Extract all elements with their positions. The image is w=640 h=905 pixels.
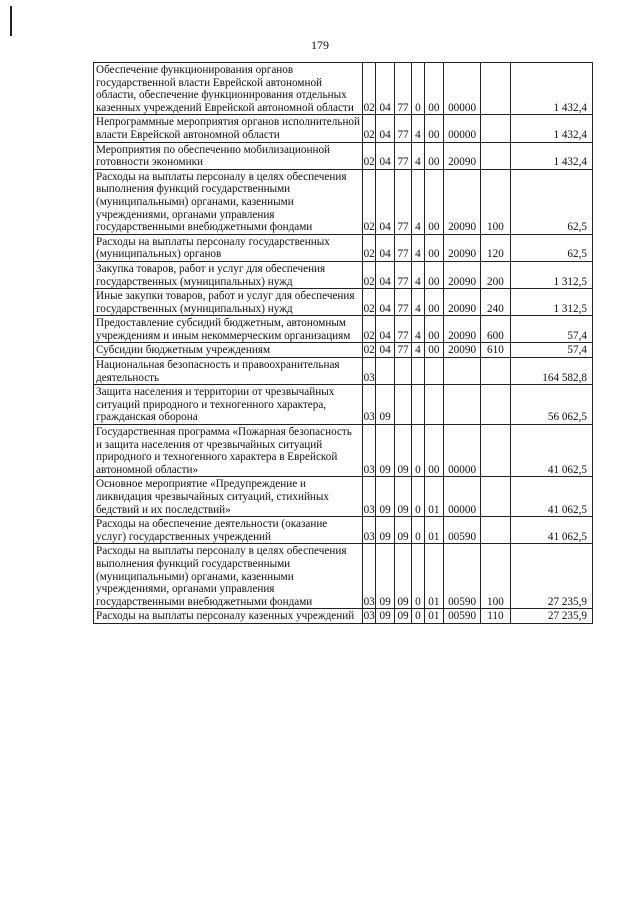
program-code: 09: [394, 544, 411, 609]
program-code: 77: [394, 316, 411, 343]
amount: 62,5: [510, 234, 592, 261]
expense-type-code: [481, 385, 511, 425]
subprogram-code: 4: [412, 343, 424, 358]
program-code: 77: [394, 63, 411, 115]
direction-code: 00000: [444, 63, 481, 115]
program-code: 77: [394, 169, 411, 234]
event-code: 00: [424, 425, 444, 477]
row-name: Предоставление субсидий бюджетным, автономным учреждениям и иным некоммерческим организациям: [94, 316, 363, 343]
amount: 56 062,5: [510, 385, 592, 425]
section-code: 03: [363, 610, 375, 623]
direction-code: 20090: [444, 289, 481, 316]
table-row: [94, 544, 593, 609]
subsection-code: 09: [376, 425, 394, 477]
program-code: 77: [394, 261, 411, 288]
direction-code: 00000: [444, 477, 481, 517]
program-code: 77: [394, 343, 411, 358]
subprogram-code: 0: [412, 544, 424, 609]
program-code: 77: [394, 234, 411, 261]
program-code: 09: [394, 425, 411, 477]
row-name: Расходы на выплаты персоналу в целях обеспечения выполнения функций государственными (муниципальными) органами, казенными учреждениями, органами управления государственными внебюджетными фондами: [94, 544, 363, 609]
direction-code: 00590: [444, 544, 481, 609]
subsection-code: 04: [376, 316, 394, 343]
program-code: 09: [394, 517, 411, 544]
subsection-code: 09: [376, 385, 394, 425]
direction-code: 00000: [444, 115, 481, 142]
direction-code: 20090: [444, 343, 481, 358]
direction-code: [444, 358, 481, 385]
section-code: 02: [363, 344, 375, 357]
event-code: 01: [424, 477, 444, 517]
expense-type-code: [481, 425, 511, 477]
direction-code: [444, 385, 481, 425]
table-row: [94, 142, 593, 169]
subsection-code: 09: [376, 517, 394, 544]
event-code: [424, 385, 444, 425]
program-code: 77: [394, 289, 411, 316]
subsection-code: 04: [376, 115, 394, 142]
subsection-code: 04: [376, 289, 394, 316]
amount: 1 432,4: [510, 115, 592, 142]
event-code: 00: [424, 316, 444, 343]
subprogram-code: 4: [412, 234, 424, 261]
table-row: [94, 517, 593, 544]
subsection-code: 04: [376, 142, 394, 169]
expense-type-code: 240: [481, 289, 511, 316]
row-name: Расходы на выплаты персоналу казенных учреждений: [94, 609, 363, 624]
direction-code: 20090: [444, 316, 481, 343]
table-row: [94, 63, 593, 115]
section-code: 02: [363, 142, 376, 169]
row-name: Иные закупки товаров, работ и услуг для обеспечения государственных (муниципальных) нужд: [94, 289, 363, 316]
expense-type-code: 600: [481, 316, 511, 343]
section-code: 03: [363, 358, 376, 385]
section-code: 03: [363, 425, 376, 477]
program-code: 09: [394, 477, 411, 517]
row-name: Защита населения и территории от чрезвычайных ситуаций природного и техногенного характера, гражданская оборона: [94, 385, 363, 425]
subprogram-code: 4: [412, 289, 424, 316]
event-code: 00: [424, 261, 444, 288]
program-code: 09: [394, 609, 411, 624]
program-code: 77: [394, 142, 411, 169]
direction-code: 20090: [444, 142, 481, 169]
expense-type-code: [481, 477, 511, 517]
amount: 1 312,5: [510, 289, 592, 316]
table-row: [94, 609, 593, 624]
event-code: 00: [424, 63, 444, 115]
subprogram-code: 0: [412, 477, 424, 517]
subsection-code: [376, 358, 394, 385]
event-code: 00: [424, 169, 444, 234]
section-code: 02: [363, 261, 376, 288]
expense-type-code: [481, 63, 511, 115]
table-body: [94, 63, 593, 624]
direction-code: 00590: [444, 517, 481, 544]
row-name: Расходы на выплаты персоналу в целях обеспечения выполнения функций государственными (муниципальными) органами, казенными учреждениями, органами управления государственными внебюджетными фондами: [94, 169, 363, 234]
expense-type-code: 100: [481, 169, 511, 234]
amount: 62,5: [510, 169, 592, 234]
amount: 27 235,9: [510, 544, 592, 609]
table-row: [94, 234, 593, 261]
row-name: Национальная безопасность и правоохранительная деятельность: [94, 358, 363, 385]
event-code: 00: [424, 289, 444, 316]
row-name: Государственная программа «Пожарная безопасность и защита населения от чрезвычайных ситуаций природного и техногенного характера в Еврейской автономной области»: [94, 425, 363, 477]
row-name: Обеспечение функционирования органов государственной власти Еврейской автономной области, обеспечение функционирования отдельных казенных учреждений Еврейской автономной области: [94, 63, 363, 115]
event-code: 00: [424, 234, 444, 261]
row-name: Расходы на выплаты персоналу государственных (муниципальных) органов: [94, 234, 363, 261]
event-code: 00: [424, 115, 444, 142]
expense-type-code: [481, 358, 511, 385]
subsection-code: 04: [376, 261, 394, 288]
amount: 57,4: [510, 316, 592, 343]
amount: 41 062,5: [510, 425, 592, 477]
amount: 1 432,4: [510, 63, 592, 115]
section-code: 02: [363, 63, 376, 115]
expense-type-code: [481, 517, 511, 544]
subprogram-code: 4: [412, 169, 424, 234]
subprogram-code: [412, 385, 424, 425]
subsection-code: 09: [376, 477, 394, 517]
section-code: 02: [363, 316, 376, 343]
table-row: [94, 358, 593, 385]
page-number: 179: [311, 38, 329, 52]
direction-code: 20090: [444, 169, 481, 234]
section-code: 03: [363, 517, 376, 544]
amount: 57,4: [510, 343, 592, 358]
expense-type-code: [481, 142, 511, 169]
subprogram-code: 0: [412, 63, 424, 115]
amount: 27 235,9: [510, 609, 592, 624]
table-row: [94, 115, 593, 142]
subprogram-code: 0: [412, 609, 424, 624]
table-row: [94, 316, 593, 343]
direction-code: 00000: [444, 425, 481, 477]
subsection-code: 04: [376, 234, 394, 261]
amount: 1 432,4: [510, 142, 592, 169]
expense-type-code: 200: [481, 261, 511, 288]
section-code: 03: [363, 385, 376, 425]
subprogram-code: 4: [412, 316, 424, 343]
amount: 164 582,8: [510, 358, 592, 385]
amount: 1 312,5: [510, 261, 592, 288]
subsection-code: 04: [376, 343, 394, 358]
section-code: 02: [363, 289, 376, 316]
program-code: [394, 385, 411, 425]
event-code: 01: [424, 517, 444, 544]
table-row: [94, 425, 593, 477]
subprogram-code: [412, 358, 424, 385]
event-code: 01: [424, 609, 444, 624]
section-code: 03: [363, 477, 376, 517]
expense-type-code: 110: [481, 609, 511, 624]
event-code: [424, 358, 444, 385]
event-code: 00: [424, 343, 444, 358]
subsection-code: 04: [376, 63, 394, 115]
expense-type-code: 610: [481, 343, 511, 358]
section-code: 02: [363, 115, 376, 142]
program-code: 77: [394, 115, 411, 142]
section-code: 02: [363, 234, 376, 261]
subsection-code: 09: [376, 609, 394, 624]
event-code: 00: [424, 142, 444, 169]
direction-code: 20090: [444, 261, 481, 288]
row-name: Закупка товаров, работ и услуг для обеспечения государственных (муниципальных) нужд: [94, 261, 363, 288]
subsection-code: 04: [376, 169, 394, 234]
section-code: 02: [363, 169, 376, 234]
row-name: Непрограммные мероприятия органов исполнительной власти Еврейской автономной области: [94, 115, 363, 142]
table-row: [94, 477, 593, 517]
table-row: [94, 169, 593, 234]
table-row: [94, 261, 593, 288]
program-code: [394, 358, 411, 385]
subprogram-code: 0: [412, 425, 424, 477]
subprogram-code: 4: [412, 115, 424, 142]
row-name: Субсидии бюджетным учреждениям: [94, 343, 363, 358]
expense-type-code: [481, 115, 511, 142]
row-name: Мероприятия по обеспечению мобилизационной готовности экономики: [94, 142, 363, 169]
table-row: [94, 385, 593, 425]
subprogram-code: 4: [412, 261, 424, 288]
row-name: Основное мероприятие «Предупреждение и ликвидация чрезвычайных ситуаций, стихийных бедствий и их последствий»: [94, 477, 363, 517]
margin-mark: [10, 6, 12, 36]
expense-type-code: 100: [481, 544, 511, 609]
table-row: [94, 289, 593, 316]
amount: 41 062,5: [510, 477, 592, 517]
expense-type-code: 120: [481, 234, 511, 261]
row-name: Расходы на обеспечение деятельности (оказание услуг) государственных учреждений: [94, 517, 363, 544]
budget-table: [93, 62, 593, 624]
amount: 41 062,5: [510, 517, 592, 544]
subprogram-code: 0: [412, 517, 424, 544]
event-code: 01: [424, 544, 444, 609]
table-row: [94, 343, 593, 358]
section-code: 03: [363, 544, 376, 609]
direction-code: 00590: [444, 609, 481, 624]
direction-code: 20090: [444, 234, 481, 261]
subprogram-code: 4: [412, 142, 424, 169]
subsection-code: 09: [376, 544, 394, 609]
